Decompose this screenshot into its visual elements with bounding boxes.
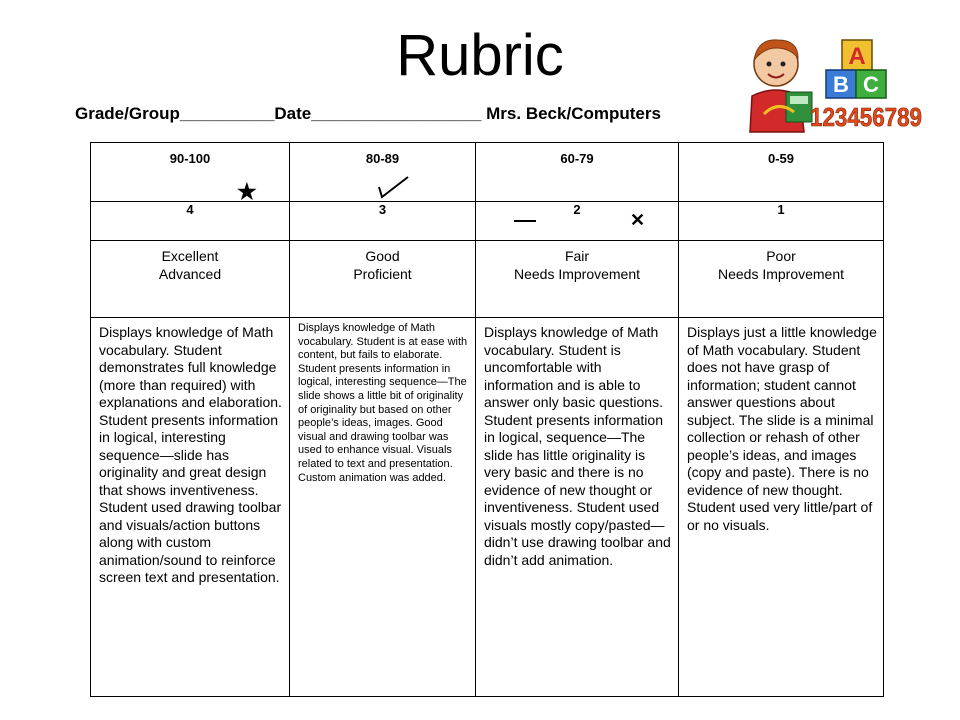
description-row: [91, 318, 884, 697]
dash-mark-icon: [514, 220, 536, 222]
category-line2: Proficient: [353, 266, 412, 282]
score-range-cell: [679, 143, 884, 202]
level-row: [91, 202, 884, 241]
score-range-cell: [290, 143, 476, 202]
level-cell: 1: [679, 202, 884, 241]
description-cell: [91, 318, 290, 697]
description-cell: [679, 318, 884, 697]
level-cell: 4: [91, 202, 290, 241]
cross-mark-icon: ✕: [630, 210, 646, 230]
description-text: Displays knowledge of Math vocabulary. Student demonstrates full knowledge (more than required) with explanations and elaboration. Student presents information in logical, interesting sequence—slide has originality and great design that shows inventiveness. Student used drawing toolbar and visuals/action buttons along with custom animation/sound to reinforce screen text and presentation.: [99, 324, 282, 585]
page-title: Rubric: [396, 23, 564, 88]
score-range-row: [91, 143, 884, 202]
category-line1: Excellent: [161, 248, 219, 264]
description-cell: [290, 318, 476, 697]
score-range-cell: [91, 143, 290, 202]
clipart-digits: 123456789: [810, 102, 922, 132]
child-blocks-clipart: [738, 34, 926, 134]
star-icon: ★: [237, 179, 257, 204]
category-line1: Poor: [766, 248, 796, 264]
category-cell: [679, 241, 884, 318]
block-letter-b: B: [833, 72, 849, 97]
score-range-cell: [476, 143, 679, 202]
check-mark-icon: [375, 173, 411, 199]
category-cell: [290, 241, 476, 318]
description-text: Displays knowledge of Math vocabulary. Student is uncomfortable with information and is able to answer only basic questions. Student presents information in logical, sequence—The slide has little originality is very basic and there is no evidence of new thought or inventiveness. Student used visuals mostly copy/pasted—didn’t use drawing toolbar and didn’t add animation.: [484, 324, 671, 568]
category-line2: Needs Improvement: [717, 266, 845, 282]
category-line1: Good: [365, 248, 400, 264]
block-letter-c: C: [863, 72, 879, 97]
category-line1: Fair: [564, 248, 590, 264]
description-text: Displays just a little knowledge of Math vocabulary. Student does not have grasp of information; student cannot answer questions about subject. The slide is a minimal collection or rehash of other people’s ideas, and images (copy and paste). There is no evidence of new thought. Student used very little/part of or no visuals.: [687, 324, 877, 533]
description-text: Displays knowledge of Math vocabulary. Student is at ease with content, but fails to elaborate. Student presents information in logical, interesting sequence—The slide shows a little bit of originality of originality but based on other people’s ideas, images. Good visual and drawing toolbar was used to enhance visual. Visuals related to text and presentation. Custom animation was added.: [298, 322, 468, 484]
block-letter-a: A: [848, 43, 866, 70]
category-line2: Needs Improvement: [513, 266, 641, 282]
description-cell: [476, 318, 679, 697]
score-range-label: 60-79: [560, 151, 594, 166]
grade-date-teacher-line: Grade/Group__________Date__________________ Mrs. Beck/Computers: [75, 104, 661, 123]
category-cell: [91, 241, 290, 318]
score-range-label: 0-59: [767, 151, 795, 166]
category-row: [91, 241, 884, 318]
category-cell: [476, 241, 679, 318]
rubric-table: [90, 142, 884, 697]
score-range-label: 90-100: [169, 151, 211, 166]
level-label: 2: [573, 202, 581, 217]
category-line2: Advanced: [158, 266, 222, 282]
score-range-label: 80-89: [365, 151, 400, 166]
level-cell: 3: [290, 202, 476, 241]
level-cell: [476, 202, 679, 241]
